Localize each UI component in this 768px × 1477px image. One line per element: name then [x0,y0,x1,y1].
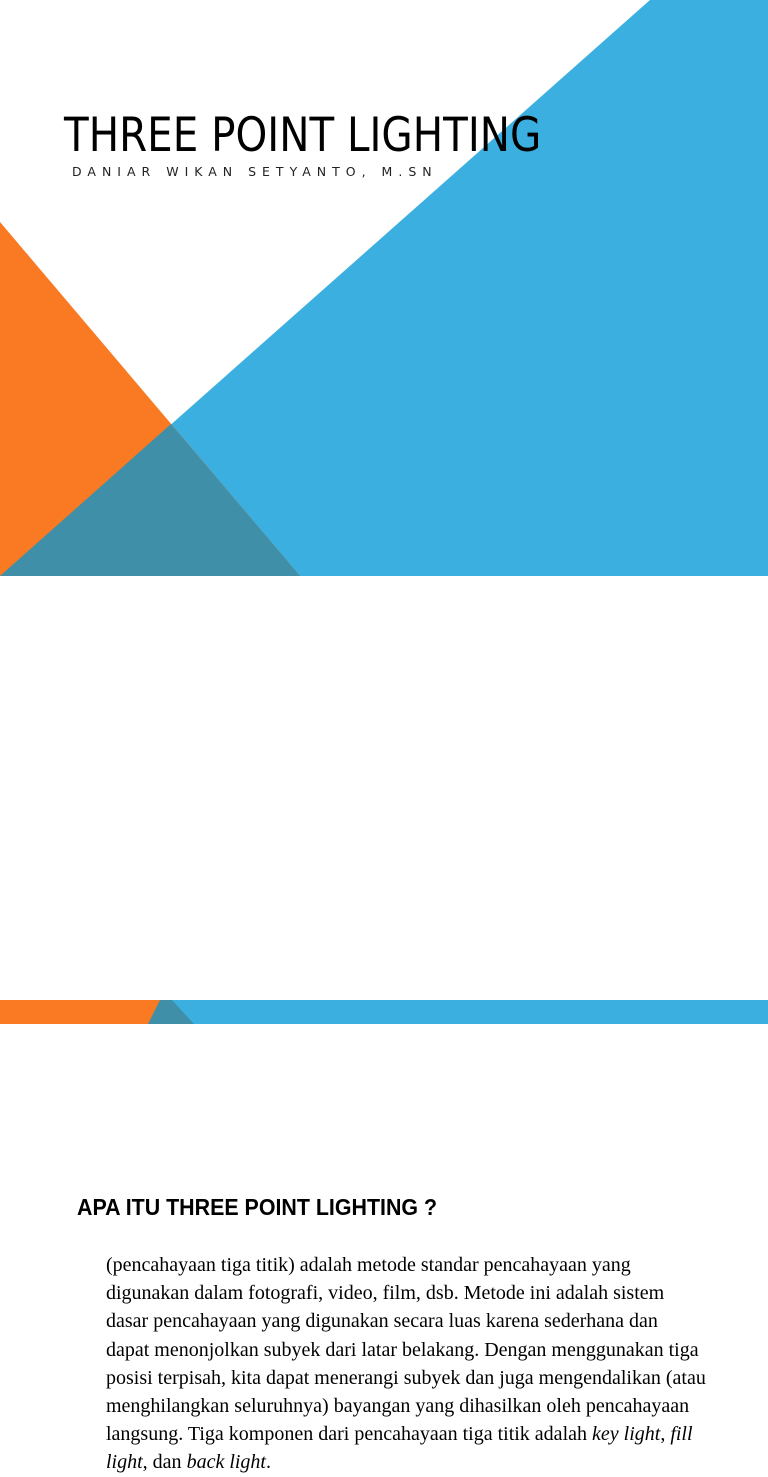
content-slide [0,576,768,1474]
orange-strip [0,1000,172,1024]
term-back-light: back light [186,1451,266,1474]
term-key-light: key light [592,1423,661,1446]
period: . [266,1451,271,1474]
author-name: DANIAR WIKAN SETYANTO, M.SN [72,164,438,179]
term-fill-light: fill light [106,1423,693,1474]
slide-title: THREE POINT LIGHTING [64,108,542,163]
title-slide [0,0,768,576]
separator: , [660,1423,671,1446]
next-slide-strip [0,1000,768,1024]
separator: , dan [142,1451,187,1474]
geometric-background [0,0,768,576]
body-paragraph [106,1251,706,1477]
slide-heading: APA ITU THREE POINT LIGHTING ? [77,1194,438,1220]
paragraph-intro: (pencahayaan tiga titik) adalah metode standar pencahayaan yang digunakan dalam fotografi, video, film, dsb. Metode ini adalah sistem dasar pencahayaan yang digunakan secara luas karena sederhana dan dapat menonjolkan subyek dari latar belakang. Dengan menggunakan tiga posisi terpisah, kita dapat menerangi subyek dan juga mengendalikan (atau menghilangkan seluruhnya) bayangan yang dihasilkan oleh pencahayaan langsung. Tiga komponen dari pencahayaan tiga titik adalah [106,1254,706,1446]
